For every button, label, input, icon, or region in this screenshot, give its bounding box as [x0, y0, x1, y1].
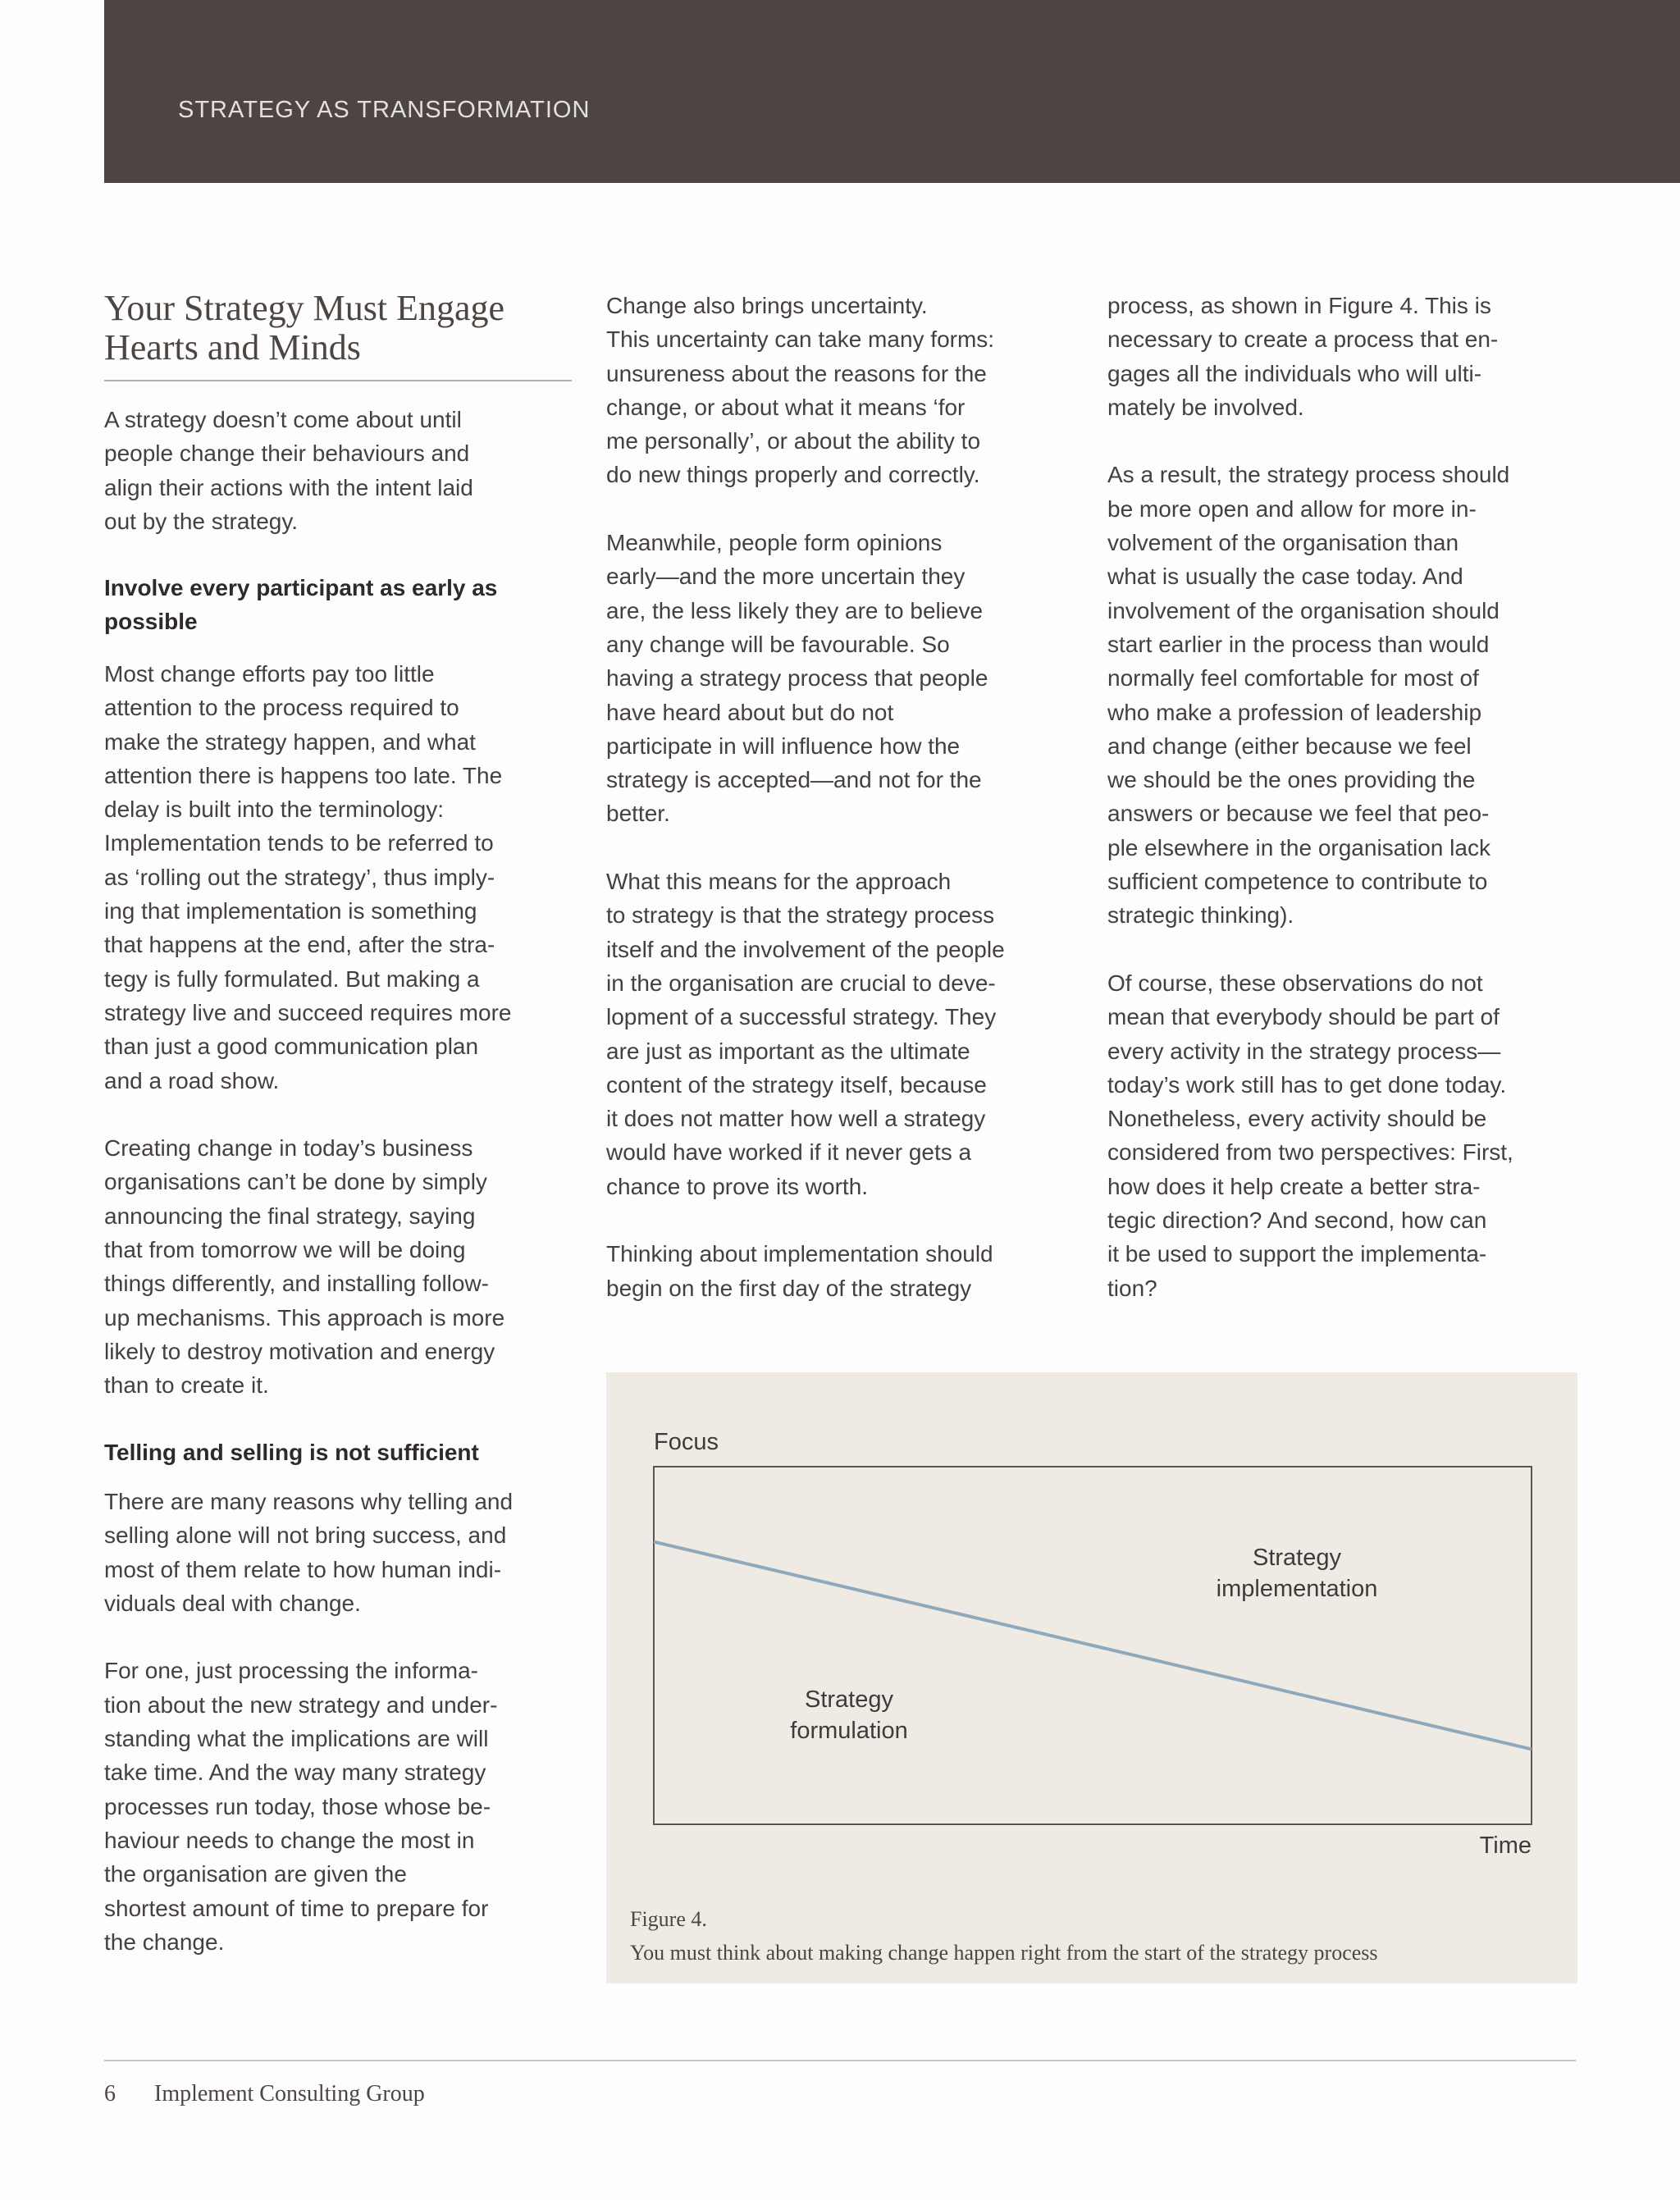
text-line: likely to destroy motivation and energy	[104, 1338, 495, 1364]
text-line: Most change efforts pay too little	[104, 661, 435, 687]
text-line: Of course, these observations do not	[1107, 970, 1483, 996]
text-line: any change will be favourable. So	[606, 631, 950, 657]
text-line: Creating change in today’s business	[104, 1135, 473, 1162]
text-line: considered from two perspectives: First,	[1107, 1139, 1513, 1166]
text-line: do new things properly and correctly.	[606, 462, 980, 488]
y-axis-label: Focus	[654, 1429, 719, 1455]
text-line: who make a profession of leadership	[1107, 699, 1482, 725]
text-line: better.	[606, 801, 670, 827]
text-line: strategic thinking).	[1107, 902, 1294, 929]
text-line: than just a good communication plan	[104, 1034, 479, 1060]
text-line: gages all the individuals who will ulti-	[1107, 360, 1482, 386]
figure-label: Figure 4.	[630, 1907, 707, 1931]
text-line: ple elsewhere in the organisation lack	[1107, 834, 1491, 860]
text-line: What this means for the approach	[606, 869, 952, 895]
text-line: as ‘rolling out the strategy’, thus imply-	[104, 864, 495, 890]
text-line: Implementation tends to be referred to	[104, 830, 494, 856]
section-header-bar	[104, 0, 1680, 183]
text-line: what is usually the case today. And	[1107, 564, 1463, 590]
text-line: that happens at the end, after the stra-	[104, 932, 495, 958]
text-line: tegy is fully formulated. But making a	[104, 965, 480, 992]
text-line: selling alone will not bring success, and	[104, 1522, 507, 1549]
text-line: early—and the more uncertain they	[606, 564, 966, 590]
text-line: volvement of the organisation than	[1107, 530, 1459, 556]
text-line: sufficient competence to contribute to	[1107, 869, 1488, 895]
text-line: There are many reasons why telling and	[104, 1489, 514, 1514]
text-line: viduals deal with change.	[104, 1590, 361, 1616]
text-line: strategy live and succeed requires more	[104, 999, 512, 1025]
column-3-text	[1107, 289, 1513, 1305]
text-line: in the organisation are crucial to deve-	[606, 970, 996, 996]
text-line: delay is built into the terminology:	[104, 796, 444, 823]
text-line: Nonetheless, every activity should be	[1107, 1106, 1487, 1132]
annotation-line: implementation	[1216, 1576, 1378, 1602]
text-line: that from tomorrow we will be doing	[104, 1237, 466, 1263]
x-axis-label: Time	[1479, 1833, 1532, 1859]
text-line: out by the strategy.	[104, 508, 299, 534]
text-line: unsureness about the reasons for the	[606, 360, 987, 386]
text-line: change, or about what it means ‘for	[606, 394, 966, 420]
column-2-text	[606, 289, 1005, 1305]
text-line	[606, 1203, 1005, 1237]
article-heading	[104, 289, 504, 367]
text-line: normally feel comfortable for most of	[1107, 665, 1479, 691]
footer-divider	[104, 2060, 1576, 2061]
annotation-line: Strategy	[1253, 1545, 1341, 1571]
text-line: possible	[104, 609, 198, 635]
text-line: Change also brings uncertainty.	[606, 293, 928, 318]
text-line: strategy is accepted—and not for the	[606, 767, 982, 793]
subheading-involve	[104, 571, 497, 639]
text-line: take time. And the way many strategy	[104, 1760, 486, 1786]
text-line	[104, 1098, 511, 1131]
text-line: tegic direction? And second, how can	[1107, 1207, 1487, 1234]
text-line: would have worked if it never gets a	[606, 1139, 972, 1166]
text-line: haviour needs to change the most in	[104, 1827, 475, 1853]
text-line: answers or because we feel that peo-	[1107, 801, 1490, 827]
heading-divider	[104, 380, 572, 381]
text-line: Involve every participant as early as	[104, 575, 498, 600]
annotation-formulation	[767, 1684, 931, 1746]
text-line	[1107, 424, 1513, 458]
text-line: align their actions with the intent laid	[104, 474, 473, 500]
text-line: the change.	[104, 1928, 225, 1955]
text-line: begin on the first day of the strategy	[606, 1275, 972, 1301]
text-line	[1107, 933, 1513, 966]
text-line	[606, 831, 1005, 865]
chart	[606, 1372, 1577, 1983]
publisher-name: Implement Consulting Group	[154, 2081, 425, 2106]
text-line: tion about the new strategy and under-	[104, 1691, 498, 1718]
heading-line: Hearts and Minds	[104, 327, 361, 367]
text-line: standing what the implications are will	[104, 1726, 489, 1752]
figure-4	[606, 1372, 1577, 1983]
text-line: people change their behaviours and	[104, 440, 470, 467]
text-line: announcing the final strategy, saying	[104, 1203, 476, 1229]
text-line: As a result, the strategy process should	[1107, 462, 1510, 488]
text-line: than to create it.	[104, 1372, 269, 1399]
text-line: it does not matter how well a strategy	[606, 1106, 986, 1132]
text-line: today’s work still has to get done today.	[1107, 1071, 1507, 1098]
text-line: are, the less likely they are to believe	[606, 597, 984, 623]
col1-paragraph-2	[104, 657, 511, 1403]
heading-line: Your Strategy Must Engage	[104, 288, 505, 328]
text-line: processes run today, those whose be-	[104, 1793, 491, 1819]
text-line: having a strategy process that people	[606, 665, 988, 691]
text-line: start earlier in the process than would	[1107, 631, 1490, 657]
text-line: For one, just processing the informa-	[104, 1658, 478, 1684]
page-number: 6	[104, 2081, 116, 2106]
text-line: and a road show.	[104, 1067, 280, 1093]
col1-paragraph-1	[104, 403, 473, 538]
text-line: every activity in the strategy process—	[1107, 1038, 1501, 1064]
text-line: are just as important as the ultimate	[606, 1038, 970, 1064]
text-line: Telling and selling is not sufficient	[104, 1440, 479, 1465]
col1-paragraph-3	[104, 1485, 513, 1959]
text-line: This uncertainty can take many forms:	[606, 326, 995, 353]
section-title: STRATEGY AS TRANSFORMATION	[178, 97, 591, 123]
subheading-telling	[104, 1435, 479, 1469]
text-line: Thinking about implementation should	[606, 1241, 993, 1267]
figure-caption: You must think about making change happen right from the start of the strategy process	[630, 1941, 1378, 1965]
text-line: lopment of a successful strategy. They	[606, 1004, 997, 1030]
annotation-implementation	[1215, 1542, 1379, 1604]
text-line: mean that everybody should be part of	[1107, 1004, 1500, 1030]
text-line: attention there is happens too late. The	[104, 762, 503, 788]
text-line: make the strategy happen, and what	[104, 728, 476, 755]
text-line: tion?	[1107, 1275, 1157, 1301]
text-line: necessary to create a process that en-	[1107, 326, 1499, 353]
text-line: most of them relate to how human indi-	[104, 1556, 502, 1582]
text-line: the organisation are given the	[104, 1861, 407, 1887]
text-line: be more open and allow for more in-	[1107, 495, 1477, 522]
text-line	[104, 1620, 513, 1654]
text-line: ing that implementation is something	[104, 898, 477, 924]
annotation-line: Strategy	[805, 1687, 893, 1713]
text-line: A strategy doesn’t come about until	[104, 407, 462, 432]
text-line: have heard about but do not	[606, 699, 894, 725]
text-line: attention to the process required to	[104, 695, 459, 721]
annotation-line: formulation	[790, 1718, 908, 1744]
text-line: Meanwhile, people form opinions	[606, 530, 943, 556]
text-line: we should be the ones providing the	[1107, 767, 1476, 793]
text-line: to strategy is that the strategy process	[606, 902, 995, 929]
text-line: it be used to support the implementa-	[1107, 1241, 1487, 1267]
text-line: how does it help create a better stra-	[1107, 1173, 1481, 1199]
text-line: itself and the involvement of the people	[606, 936, 1005, 962]
text-line: chance to prove its worth.	[606, 1173, 869, 1199]
text-line: shortest amount of time to prepare for	[104, 1895, 489, 1921]
text-line: and change (either because we feel	[1107, 733, 1472, 759]
text-line: participate in will influence how the	[606, 733, 961, 759]
text-line	[606, 492, 1005, 526]
text-line: content of the strategy itself, because	[606, 1071, 987, 1098]
text-line: involvement of the organisation should	[1107, 597, 1500, 623]
text-line: mately be involved.	[1107, 394, 1304, 420]
text-line: me personally’, or about the ability to	[606, 428, 981, 454]
text-line: things differently, and installing follow-	[104, 1271, 489, 1297]
text-line: organisations can’t be done by simply	[104, 1169, 487, 1195]
text-line: up mechanisms. This approach is more	[104, 1304, 505, 1330]
text-line: process, as shown in Figure 4. This is	[1107, 293, 1491, 318]
